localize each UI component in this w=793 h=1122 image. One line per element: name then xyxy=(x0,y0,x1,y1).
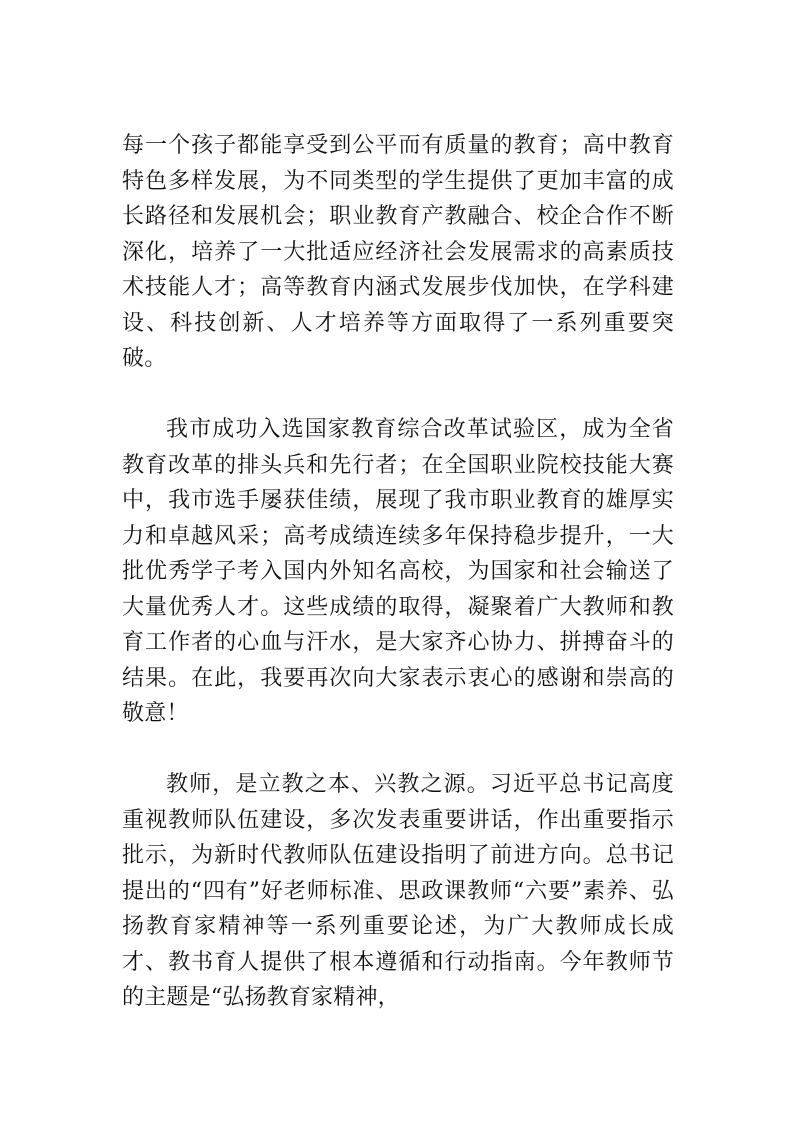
document-body xyxy=(122,128,674,1016)
paragraph-gap xyxy=(122,377,674,413)
paragraph-3: 教师，是立教之本、兴教之源。习近平总书记高度重视教师队伍建设，多次发表重要讲话，作出重要指示批示，为新时代教师队伍建设指明了前进方向。总书记提出的“四有”好老师标准、思政课教师“六要”素养、弘扬教育家精神等一系列重要论述，为广大教师成长成才、教书育人提供了根本遵循和行动指南。今年教师节的主题是“弘扬教育家精神， xyxy=(122,772,674,1010)
paragraph-1: 每一个孩子都能享受到公平而有质量的教育；高中教育特色多样发展，为不同类型的学生提供了更加丰富的成长路径和发展机会；职业教育产教融合、校企合作不断深化，培养了一大批适应经济社会发展需求的高素质技术技能人才；高等教育内涵式发展步伐加快，在学科建设、科技创新、人才培养等方面取得了一系列重要突破。 xyxy=(122,133,674,371)
paragraph-2: 我市成功入选国家教育综合改革试验区，成为全省教育改革的排头兵和先行者；在全国职业院校技能大赛中，我市选手屡获佳绩，展现了我市职业教育的雄厚实力和卓越风采；高考成绩连续多年保持稳步提升，一大批优秀学子考入国内外知名高校，为国家和社会输送了大量优秀人才。这些成绩的取得，凝聚着广大教师和教育工作者的心血与汗水，是大家齐心协力、拼搏奋斗的结果。在此，我要再次向大家表示衷心的感谢和崇高的敬意！ xyxy=(122,417,674,726)
paragraph-gap xyxy=(122,732,674,768)
